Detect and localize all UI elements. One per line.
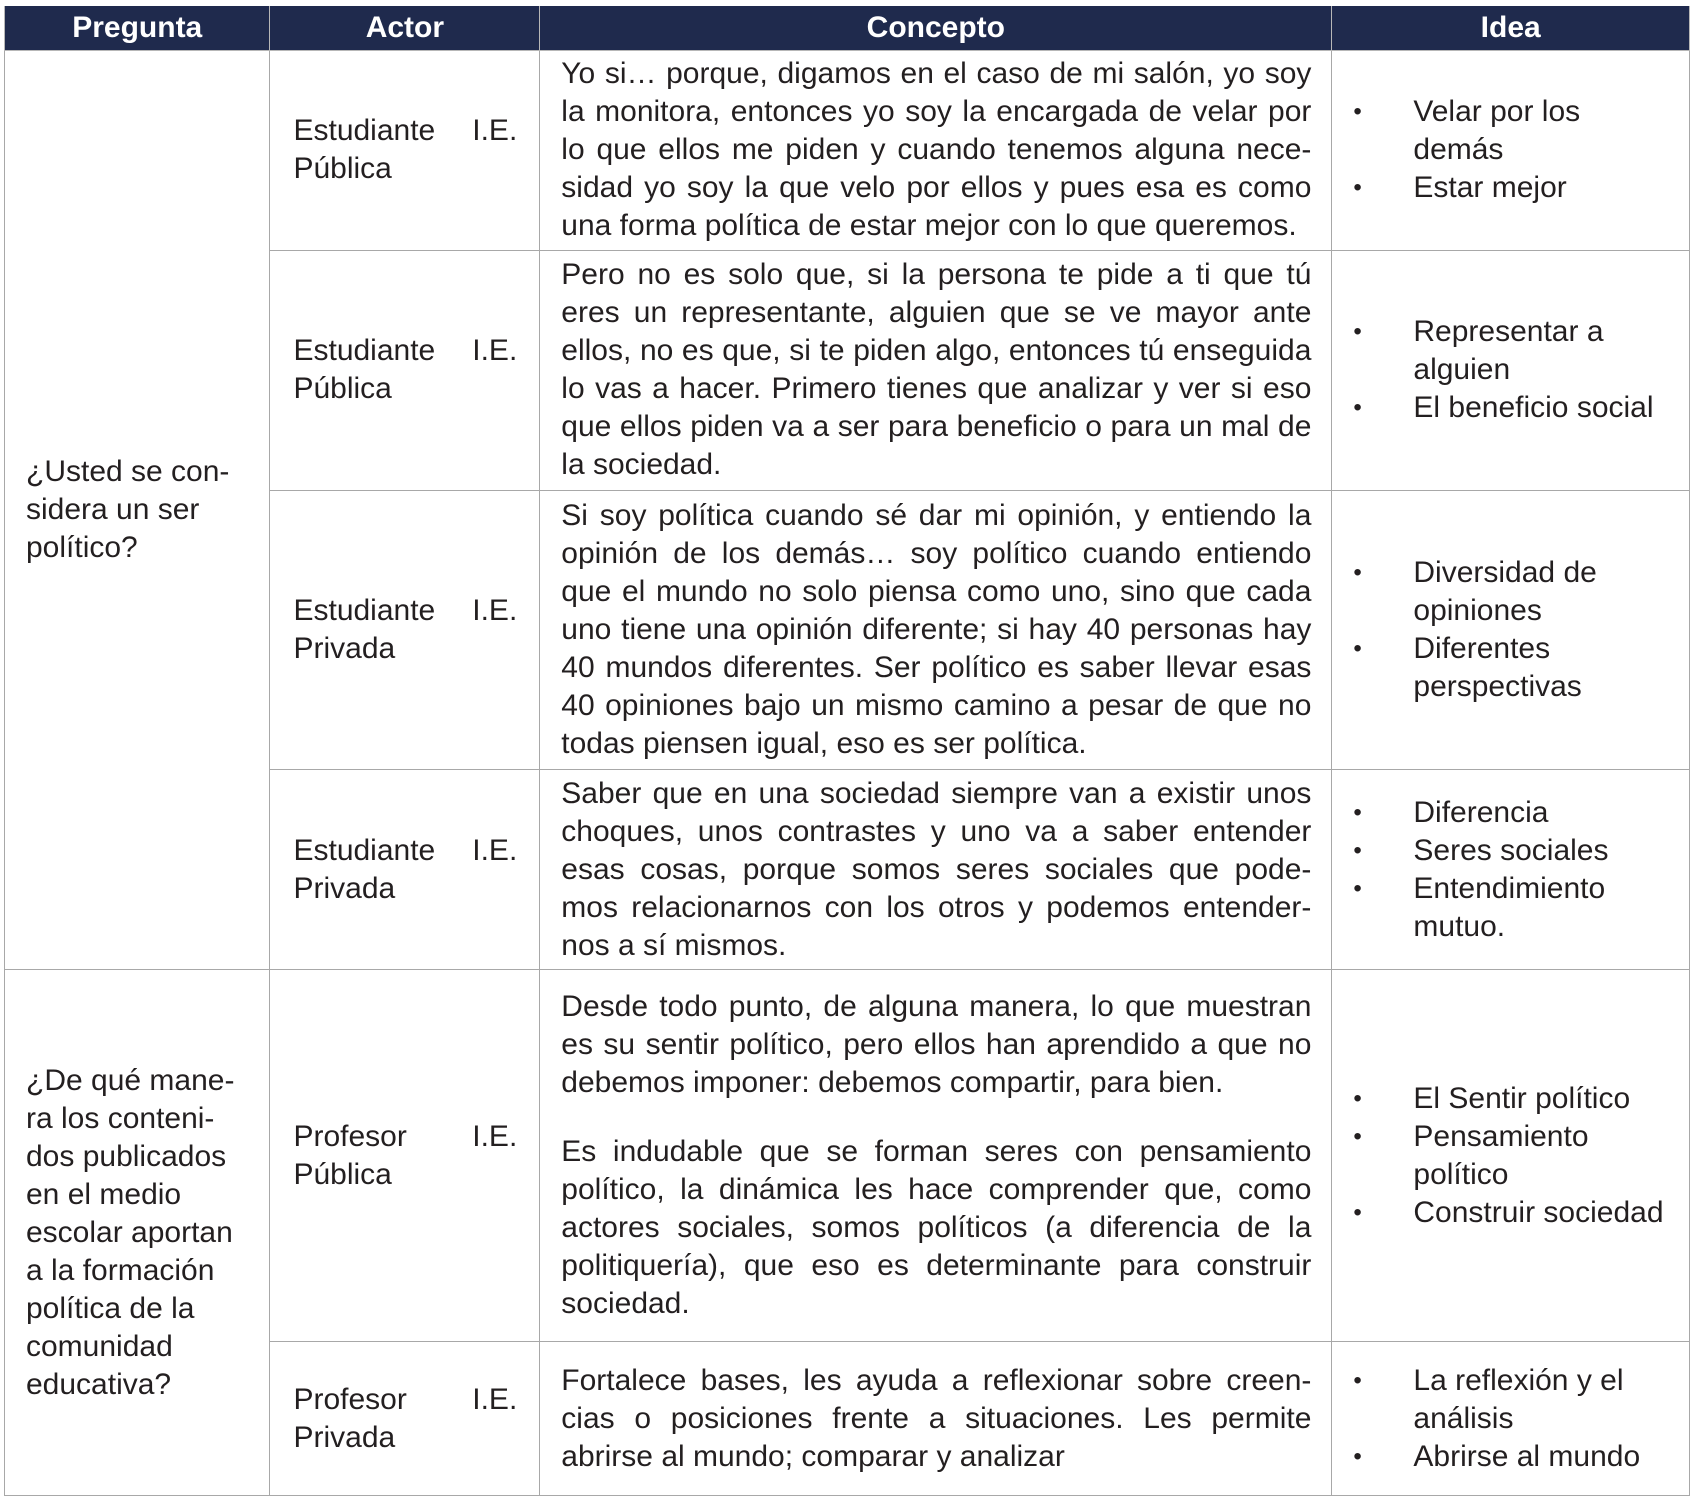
idea-item: • Velar por los demás	[1353, 93, 1669, 169]
question-line: política de la	[26, 1291, 195, 1325]
idea-item: • Pensamiento político	[1353, 1118, 1669, 1194]
question-line: ¿De qué mane-	[26, 1063, 235, 1097]
actor-cell	[270, 770, 540, 970]
idea-item: • Diferentes perspectivas	[1353, 630, 1669, 706]
idea-list	[1353, 93, 1669, 207]
actor-role: Estudiante	[293, 833, 436, 867]
actor-type: Pública	[293, 152, 392, 186]
idea-item: • La reflexión y el análisis	[1353, 1362, 1669, 1438]
actor-institution: I.E.	[472, 1382, 518, 1416]
idea-list	[1353, 554, 1669, 706]
question-line: en el medio	[26, 1177, 182, 1211]
header-concepto: Concepto	[540, 6, 1332, 51]
actor-role: Estudiante	[293, 114, 436, 148]
concept-paragraph: Fortalece bases, les ayuda a reflexionar sobre creen-cias o posiciones frente a situaciones. Les permite abrirse al mundo; comparar y analizar	[561, 1363, 1312, 1473]
header-row	[5, 6, 1690, 51]
idea-item: • Representar a alguien	[1353, 313, 1669, 389]
actor-first-line	[293, 1381, 517, 1419]
actor-role: Profesor	[293, 1119, 407, 1153]
actor-institution: I.E.	[472, 114, 518, 148]
question-line: sidera un ser	[26, 493, 200, 527]
actor-first-line	[293, 592, 517, 630]
actor-cell	[270, 490, 540, 770]
question-line: a la formación	[26, 1253, 215, 1287]
actor-role: Estudiante	[293, 334, 436, 368]
table-row	[5, 970, 1690, 1342]
idea-cell	[1332, 51, 1690, 251]
actor-type: Privada	[293, 632, 396, 666]
question-line: escolar aportan	[26, 1215, 233, 1249]
concept-cell	[540, 1342, 1332, 1496]
actor-institution: I.E.	[472, 334, 518, 368]
concept-paragraph: Yo si… porque, digamos en el caso de mi salón, yo soy la monitora, entonces yo soy la encargada de velar por lo que ellos me piden y cuando tenemos alguna nece-sidad yo soy la que velo por ellos y pues esa es como una forma política de estar mejor con lo que queremos.	[561, 57, 1312, 243]
idea-cell	[1332, 250, 1690, 490]
concept-cell	[540, 250, 1332, 490]
table-row	[5, 51, 1690, 251]
actor-type: Pública	[293, 1157, 392, 1191]
idea-item: • Diferencia	[1353, 794, 1669, 832]
concept-cell	[540, 490, 1332, 770]
actor-cell	[270, 1342, 540, 1496]
idea-item: • Abrirse al mundo	[1353, 1438, 1669, 1476]
actor-role: Profesor	[293, 1382, 407, 1416]
actor-cell	[270, 51, 540, 251]
actor-institution: I.E.	[472, 1119, 518, 1153]
concept-paragraph: Saber que en una sociedad siempre van a existir unos choques, unos contrastes y uno va a saber entender esas cosas, porque somos seres sociales que pode-mos relacionarnos con los otros y podemos entender-nos a sí mismos.	[561, 776, 1312, 962]
actor-first-line	[293, 112, 517, 150]
idea-item: • El Sentir político	[1353, 1080, 1669, 1118]
idea-list	[1353, 1080, 1669, 1232]
idea-list	[1353, 794, 1669, 946]
header-pregunta: Pregunta	[5, 6, 270, 51]
actor-type: Privada	[293, 871, 396, 905]
question-line: dos publicados	[26, 1139, 227, 1173]
question-line: comunidad	[26, 1329, 173, 1363]
actor-first-line	[293, 1118, 517, 1156]
question-cell	[5, 970, 270, 1496]
concept-paragraph: Desde todo punto, de alguna manera, lo que muestran es su sentir político, pero ellos han aprendido a que no debemos imponer: debemos compartir, para bien.	[561, 990, 1312, 1100]
actor-institution: I.E.	[472, 833, 518, 867]
concept-cell	[540, 770, 1332, 970]
idea-item: • Construir sociedad	[1353, 1194, 1669, 1232]
concept-paragraph: Es indudable que se forman seres con pensamiento político, la dinámica les hace comprender que, como actores sociales, somos políticos (a diferencia de la politiquería), que eso es determinante para construir sociedad.	[561, 1135, 1312, 1321]
actor-type: Pública	[293, 372, 392, 406]
concept-cell	[540, 970, 1332, 1342]
concept-cell	[540, 51, 1332, 251]
question-line: político?	[26, 531, 138, 565]
actor-type: Privada	[293, 1420, 396, 1454]
question-cell	[5, 51, 270, 970]
idea-item: • Entendimiento mutuo.	[1353, 870, 1669, 946]
idea-list	[1353, 1362, 1669, 1476]
idea-item: • Seres sociales	[1353, 832, 1669, 870]
header-idea: Idea	[1332, 6, 1690, 51]
idea-item: • Estar mejor	[1353, 169, 1669, 207]
idea-item: • El beneficio social	[1353, 389, 1669, 427]
idea-cell	[1332, 770, 1690, 970]
actor-cell	[270, 250, 540, 490]
concept-paragraph: Si soy política cuando sé dar mi opinión, y entiendo la opinión de los demás… soy político cuando entiendo que el mundo no solo piensa como uno, sino que cada uno tiene una opinión diferente; si hay 40 personas hay 40 mundos diferentes. Ser político es saber llevar esas 40 opiniones bajo un mismo camino a pesar de que no todas piensen igual, eso es ser política.	[561, 499, 1312, 761]
idea-cell	[1332, 490, 1690, 770]
actor-role: Estudiante	[293, 594, 436, 628]
question-line: educativa?	[26, 1367, 172, 1401]
interview-table	[4, 6, 1690, 1496]
idea-list	[1353, 313, 1669, 427]
actor-first-line	[293, 832, 517, 870]
actor-institution: I.E.	[472, 594, 518, 628]
question-line: ¿Usted se con-	[26, 455, 230, 489]
header-actor: Actor	[270, 6, 540, 51]
question-line: ra los conteni-	[26, 1101, 215, 1135]
idea-cell	[1332, 1342, 1690, 1496]
concept-paragraph: Pero no es solo que, si la persona te pide a ti que tú eres un representante, alguien que se ve mayor ante ellos, no es que, si te piden algo, entonces tú enseguida lo vas a hacer. Primero tienes que analizar y ver si eso que ellos piden va a ser para beneficio o para un mal de la sociedad.	[561, 258, 1312, 482]
actor-first-line	[293, 332, 517, 370]
idea-cell	[1332, 970, 1690, 1342]
actor-cell	[270, 970, 540, 1342]
idea-item: • Diversidad de opiniones	[1353, 554, 1669, 630]
